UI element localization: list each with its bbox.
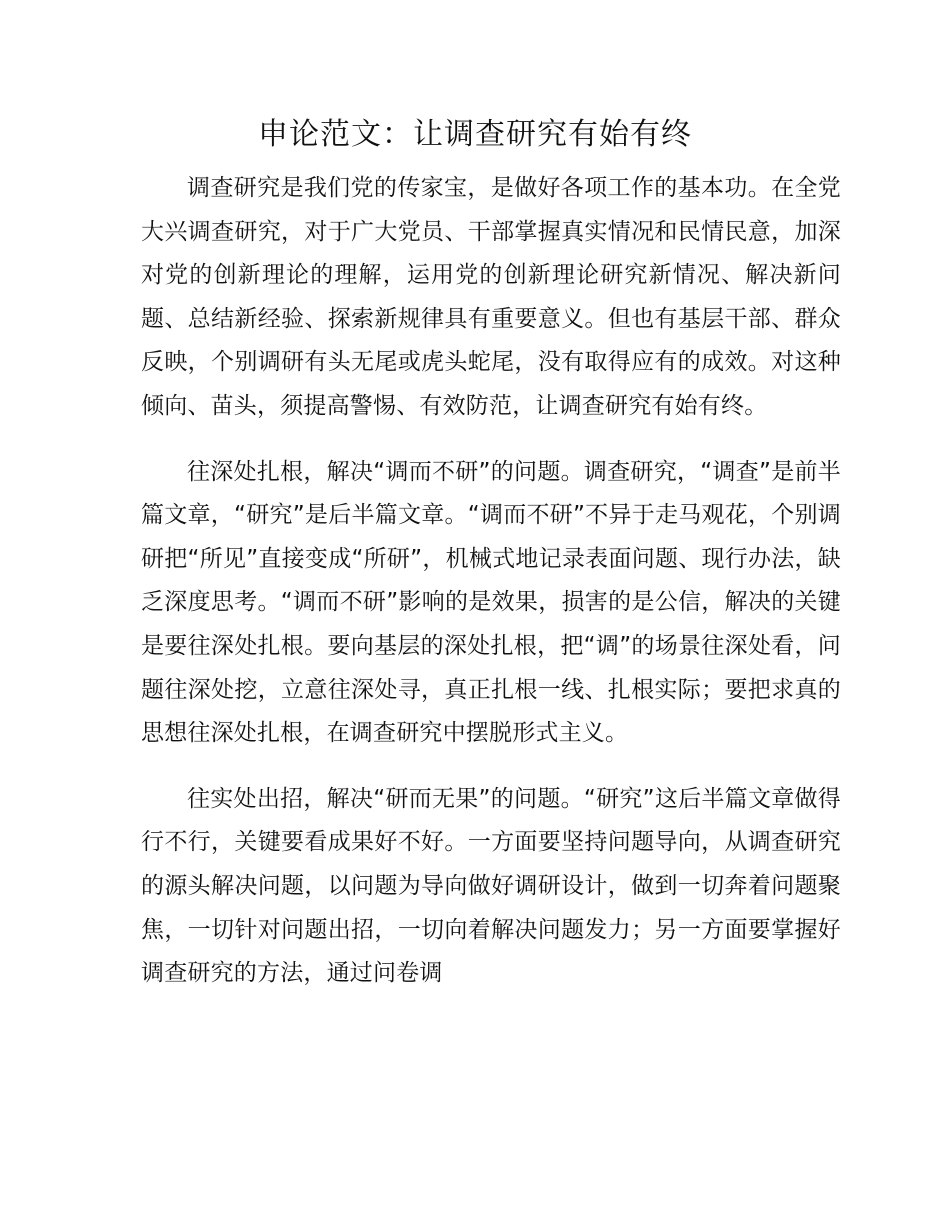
- paragraph-deep-rooting: 往深处扎根，解决“调而不研”的问题。调查研究，“调查”是前半篇文章，“研究”是后半篇文章。“调而不研”不异于走马观花，个别调研把“所见”直接变成“所研”，机械式地记录表面问题、现行办法，缺乏深度思考。“调而不研”影响的是效果，损害的是公信，解决的关键是要往深处扎根。要向基层的深处扎根，把“调”的场景往深处看，问题往深处挖，立意往深处寻，真正扎根一线、扎根实际；要把求真的思想往深处扎根，在调查研究中摆脱形式主义。: [141, 458, 841, 747]
- paragraph-practical-measures: 往实处出招，解决“研而无果”的问题。“研究”这后半篇文章做得行不行，关键要看成果好不好。一方面要坚持问题导向，从调查研究的源头解决问题，以问题为导向做好调研设计，做到一切奔着问题聚焦，一切针对问题出招，一切向着解决问题发力；另一方面要掌握好调查研究的方法，通过问卷调: [141, 785, 841, 987]
- document-body: [141, 167, 841, 996]
- document-title: 申论范文：让调查研究有始有终: [258, 117, 692, 152]
- paragraph-intro: 调查研究是我们党的传家宝，是做好各项工作的基本功。在全党大兴调查研究，对于广大党员、干部掌握真实情况和民情民意，加深对党的创新理论的理解，运用党的创新理论研究新情况、解决新问题、总结新经验、探索新规律具有重要意义。但也有基层干部、群众反映，个别调研有头无尾或虎头蛇尾，没有取得应有的成效。对这种倾向、苗头，须提高警惕、有效防范，让调查研究有始有终。: [141, 175, 841, 419]
